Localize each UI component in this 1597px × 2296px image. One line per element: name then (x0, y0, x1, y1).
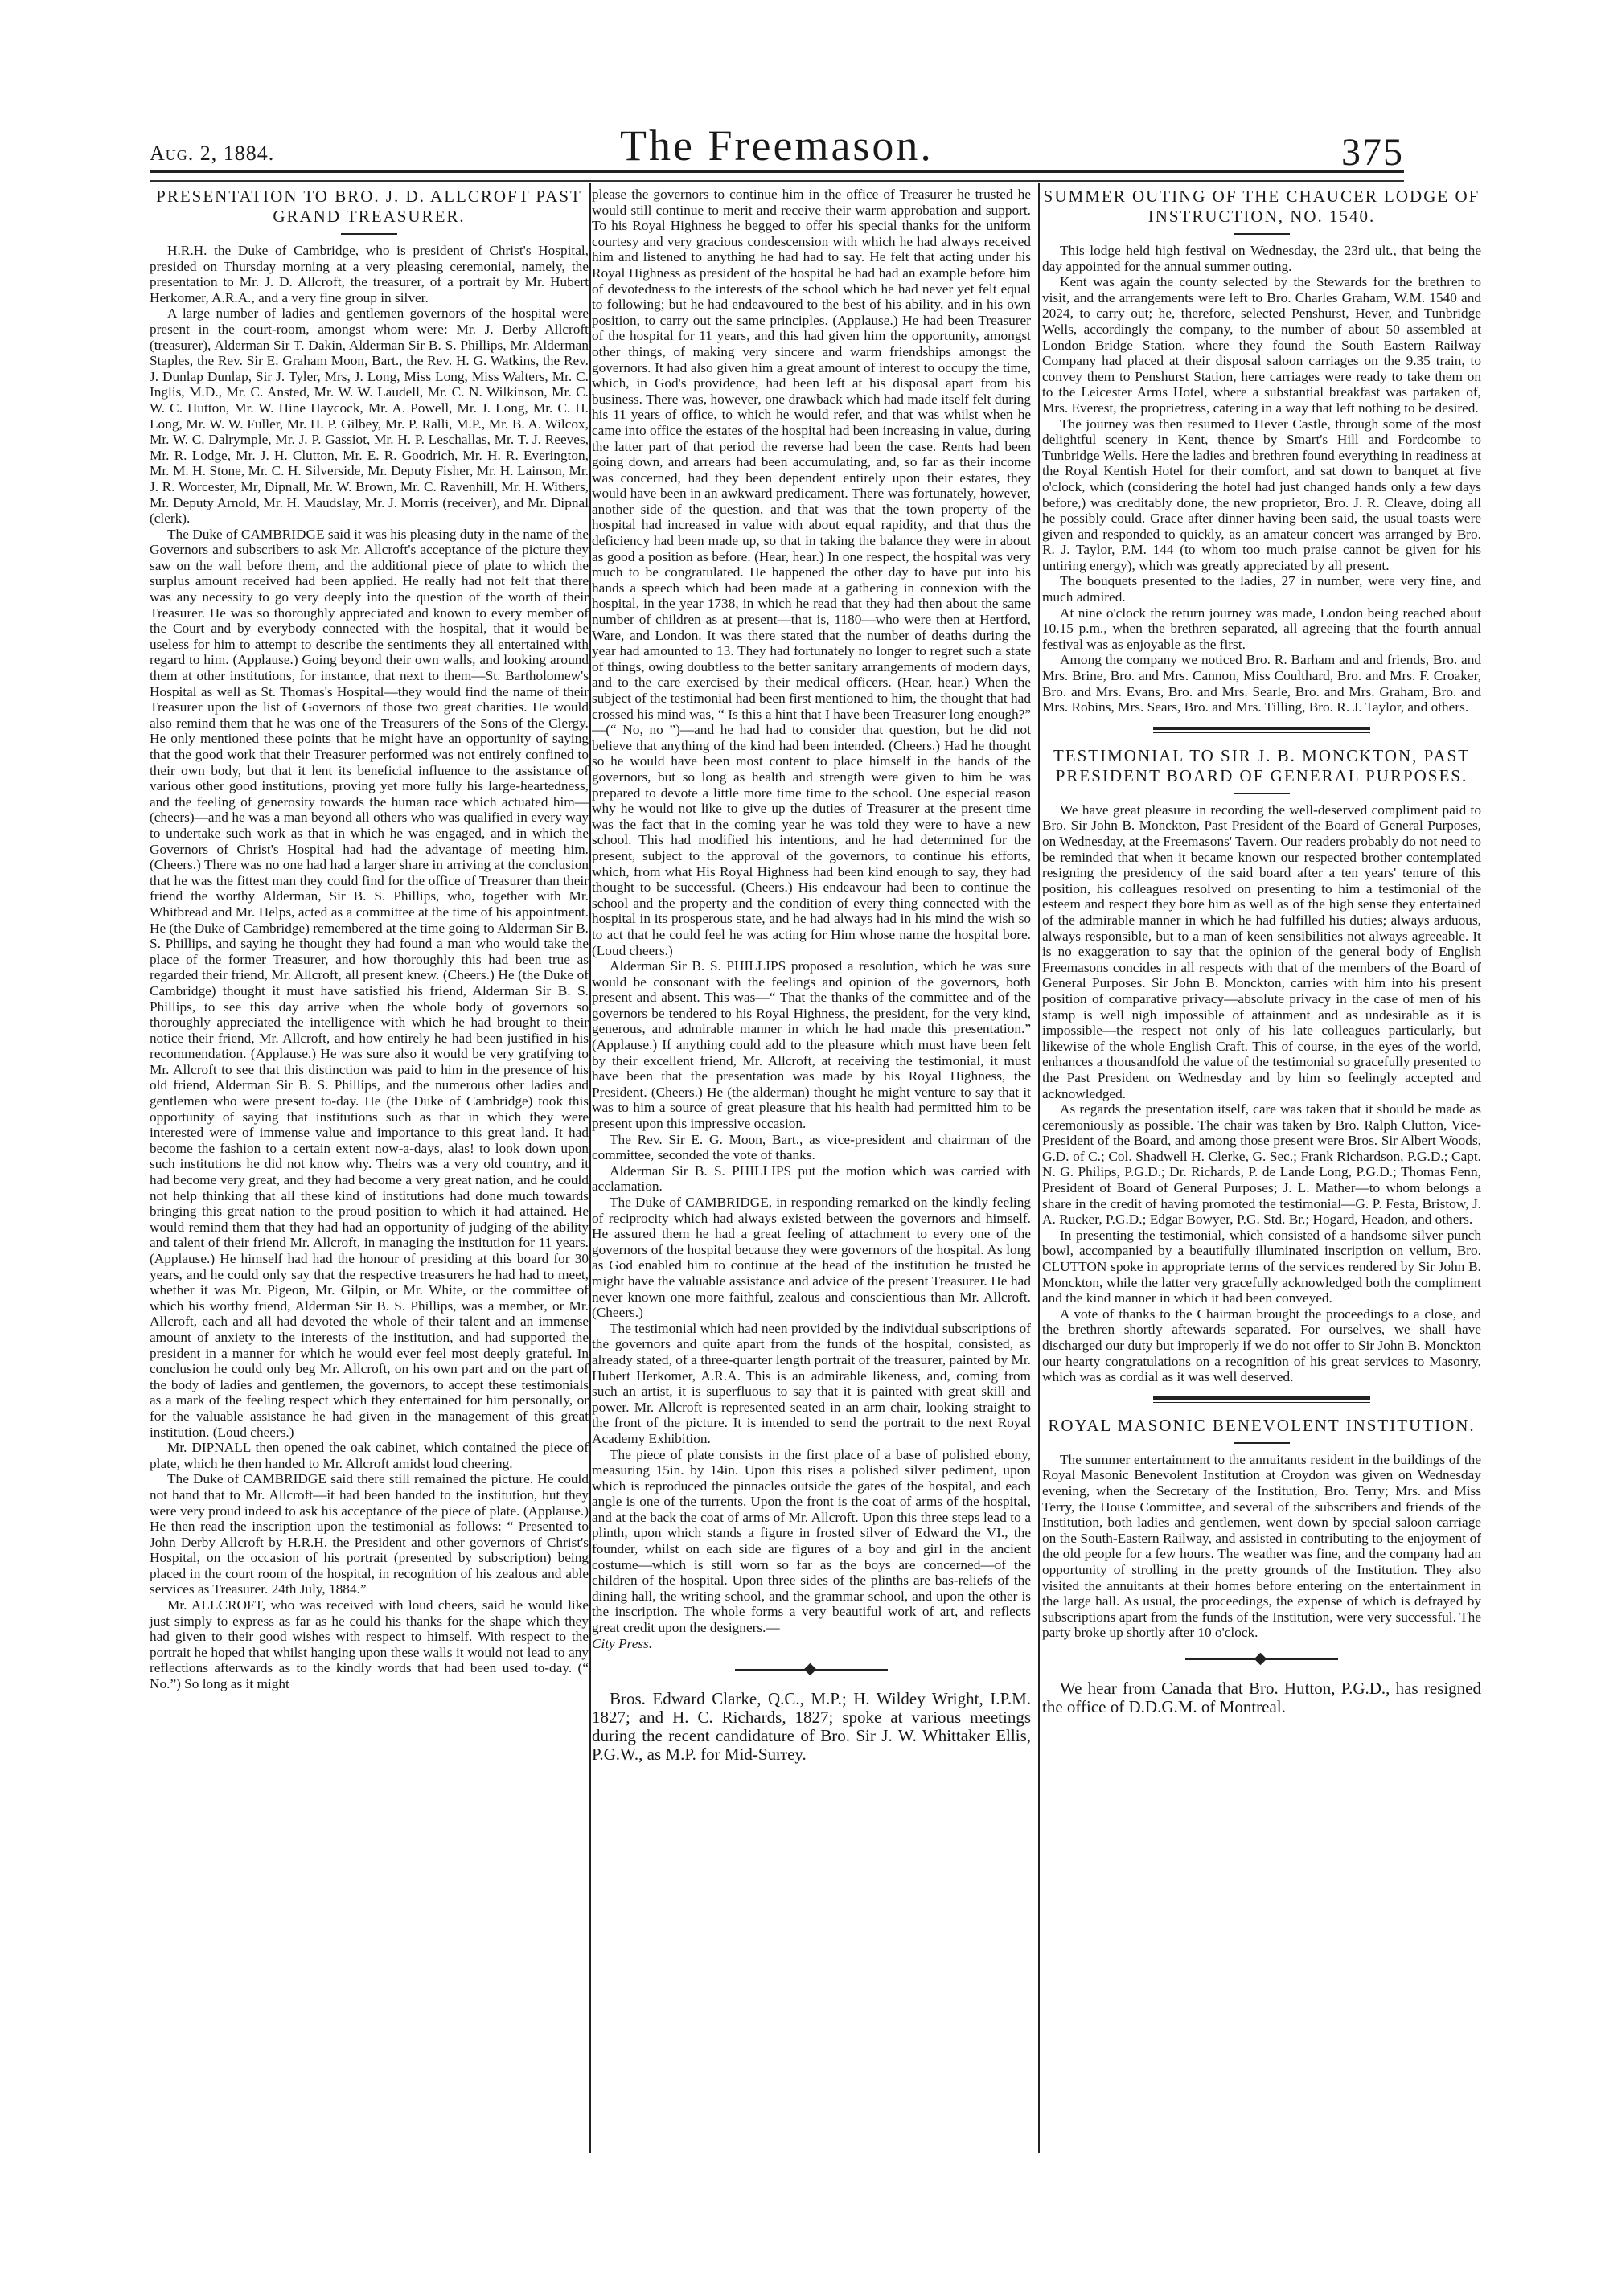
column-2 (592, 187, 1031, 2245)
paragraph: We have great pleasure in recording the well-deserved compliment paid to Bro. Sir John B. Monckton, Past President of the Board of General Purposes, on Wednesday, at the Freemasons' Tavern. Our readers probably do not need to be reminded that when it became known our respected brother contemplated resigning the presidency of the said board after a ten years' tenure of this position, his colleagues resolved on presenting to him a testimonial of the esteem and respect they bore him as well as of the high sense they entertained of the admirable manner in which he had fulfilled his duties; always arduous, always responsible, but to a man of keen sensibilities not always agreeable. It is no exaggeration to say that the opinion of the general body of English Freemasons concides in all respects with that of the members of the Board of General Purposes. Sir John B. Monckton, carries with him into his present position of comparative privacy—absolute privacy in the case of men of his stamp is well nigh impossible of attainment and as undesirable as it is impossible—the respect not only of his late colleagues particularly, but likewise of the whole English Craft. This of course, in the eyes of the world, enhances a thousandfold the value of the testimonial so gracefully presented to the Past President on Wednesday and by him so feelingly accepted and acknowledged. (1042, 802, 1481, 1101)
article-heading: TESTIMONIAL TO SIR J. B. MONCKTON, PAST PRESIDENT BOARD OF GENERAL PURPOSES. (1053, 745, 1471, 785)
heading-rule (1234, 1442, 1290, 1444)
column-divider (1038, 183, 1040, 2153)
column-divider (589, 183, 591, 2153)
article-rmbi (1042, 1416, 1481, 1641)
double-rule-separator (1153, 1396, 1370, 1403)
heading-rule (1234, 233, 1290, 235)
article-heading: PRESENTATION TO BRO. J. D. ALLCROFT PAST GRAND TREASURER. (156, 187, 582, 226)
paragraph: The Duke of CAMBRIDGE said there still remained the picture. He could not hand that to Mr. Allcroft—it had been handed to the institution, but they were very proud indeed to ask his acceptance of the piece of plate. (Applause.) He then read the inscription upon the testimonial as follows: “ Presented to John Derby Allcroft by H.R.H. the President and other governors of Christ's Hospital, on the occasion of his portrait (presented by subscription) being placed in the court room of the hospital, in recognition of his zealous and able services as Treasurer. 24th July, 1884.” (150, 1471, 589, 1597)
clarke-note: Bros. Edward Clarke, Q.C., M.P.; H. Wildey Wright, I.P.M. 1827; and H. C. Richards, 1827; spoke at various meetings during the recent candidature of Bro. Sir J. W. Whittaker Ellis, P.G.W., as M.P. for Mid-Surrey. (592, 1689, 1031, 1765)
paragraph: Mr. ALLCROFT, who was received with loud cheers, said he would like just simply to express as far as he could his thanks for the shape which they had given to their good wishes with respect to himself. With respect to the portrait he hoped that whilst hanging upon these walls it would not lead to any reflections afterwards as to the kindly words that had been used to-day. (“ No.”) So long as it might (150, 1597, 589, 1692)
article-monckton (1042, 746, 1481, 1385)
diamond-separator (1185, 1654, 1338, 1665)
paragraph: Mr. DIPNALL then opened the oak cabinet, which contained the piece of plate, which he then handed to Mr. Allcroft amidst loud cheering. (150, 1440, 589, 1471)
paragraph: The Rev. Sir E. G. Moon, Bart., as vice-president and chairman of the committee, seconded the vote of thanks. (592, 1131, 1031, 1163)
double-rule-separator (1153, 727, 1370, 733)
paragraph: A vote of thanks to the Chairman brought the proceedings to a close, and the brethren shortly aftewards separated. For ourselves, we shall have discharged our duty but improperly if we do not offer to Sir John B. Monckton our hearty congratulations on a recognition of his great services to Masonry, which was as cordial as it was well deserved. (1042, 1306, 1481, 1385)
heading-rule (341, 233, 397, 235)
newspaper-title: The Freemason. (620, 121, 934, 170)
paragraph: At nine o'clock the return journey was made, London being reached about 10.15 p.m., when the brethren separated, all agreeing that the fourth annual festival was as enjoyable as the first. (1042, 605, 1481, 652)
article-heading: SUMMER OUTING OF THE CHAUCER LODGE OF INSTRUCTION, NO. 1540. (1043, 187, 1480, 226)
masthead-rule (150, 170, 1404, 182)
masthead (150, 121, 1404, 174)
paragraph: The bouquets presented to the ladies, 27 in number, were very fine, and much admired. (1042, 573, 1481, 605)
paragraph: The Duke of CAMBRIDGE said it was his pleasing duty in the name of the Governors and subscribers to ask Mr. Allcroft's acceptance of the picture they saw on the wall before them, and the additional piece of plate to which the surplus amount received had been applied. He really had not felt that there was any necessity to go very deeply into the question of the worth of their Treasurer. He was so thoroughly appreciated and known to every member of the Court and by everybody connected with the hospital, that it would be useless for him to attempt to describe the sentiments they all entertained with regard to him. (Applause.) Going beyond their own walls, and looking around them at other institutions, for instance, that next to them—St. Bartholomew's Hospital as well as St. Thomas's Hospital—they would find the name of their Treasurer upon the list of Governors of those two great charities. He would also remind them that he was one of the Treasurers of the Sons of the Clergy. He only mentioned these points that he might have an opportunity of saying that the good work that their Treasurer performed was not entirely confined to their own body, but that it lent its beneficial influence to the assistance of various other good institutions, proving yet more fully his large-heartedness, and the feeling of generosity towards the human race which actuated him—(cheers)—and he was a man beyond all others who was qualified in every way to undertake such work as that in which he was engaged, and in which the Governors of Christ's Hospital had had the advantage of meeting him. (Cheers.) There was no one had had a larger share in arriving at the conclusion that he was the fittest man they could find for the office of Treasurer than their friend the worthy Alderman, Sir B. S. Phillips, who, together with Mr. Whitbread and Mr. Helps, acted as a committee at the time of his appointment. He (the Duke of Cambridge) remembered at the time going to Alderman Sir B. S. Phillips, and saying he thought they had found a man who would take the place of the former Treasurer, and how thoroughly this had been true as regarded their friend, Mr. Allcroft, all present knew. (Cheers.) He (the Duke of Cambridge) thought it must have satisfied his friend, Alderman Sir B. S. Phillips, to see this day arrive when the whole body of governors so thoroughly appreciated the intelligence with which he had brought to their notice their friend, Mr. Allcroft, and how entirely he had been justified in his recommendation. (Applause.) He was sure also it would be very gratifying to Mr. Allcroft to see that this distinction was paid to him in the presence of his old friend, Alderman Sir B. S. Phillips, and the numerous other ladies and gentlemen who were present to-day. He (the Duke of Cambridge) took this opportunity of saying that institutions such as that in which they were interested were of immense value and importance to this great land. It had become the fashion to a certain extent now-a-days, alas! to look down upon such institutions he did not know why. Theirs was a very old country, and it had become very great, and they had become a very great nation, and he could not help thinking that all these kind of institutions had done much towards bringing this great nation to the proud position to which it had attained. He would remind them that they had had an opportunity of judging of the ability and talent of their friend Mr. Allcroft, in managing the institution for 11 years. (Applause.) He himself had had the honour of presiding at this board for 30 years, and he could only say that the respective treasurers he had had to meet, whether it was Mr. Pigeon, Mr. Gilpin, or Mr. White, or the committee of which his worthy friend, Alderman Sir B. S. Phillips, was a member, or Mr. Allcroft, each and all had devoted the whole of their talent and an immense amount of anxiety to the interests of the institution, and had supported the president in a manner for which he would ever feel most deeply grateful. In conclusion he could only beg Mr. Allcroft, on his own part and on the part of the body of ladies and gentlemen, the governors, to accept these testimonials as a mark of the feeling respect which they entertained for him personally, or for the valuable assistance he had given in the management of this great institution. (Loud cheers.) (150, 526, 589, 1440)
paragraph: Alderman Sir B. S. PHILLIPS proposed a resolution, which he was sure would be consonant with the feelings and opinion of the governors, both present and absent. This was—“ That the thanks of the committee and of the governors be tendered to his Royal Highness, the president, for the very kind, generous, and admirable manner in which he had made this presentation.” (Applause.) If anything could add to the pleasure which must have been felt by their excellent friend, Mr. Allcroft, at receiving the testimonial, it must have been that the presentation was made by his Royal Highness, the President. (Cheers.) He (the alderman) thought he might venture to say that it was to him a source of great pleasure that his health had permitted him to be present upon this impressive occasion. (592, 958, 1031, 1132)
paragraph: Alderman Sir B. S. PHILLIPS put the motion which was carried with acclamation. (592, 1162, 1031, 1195)
column-1 (150, 187, 589, 2245)
article-heading: ROYAL MASONIC BENEVOLENT INSTITUTION. (1048, 1415, 1476, 1435)
paragraph: Among the company we noticed Bro. R. Barham and and friends, Bro. and Mrs. Brine, Bro. and Mrs. Cannon, Miss Coulthard, Bro. and Mrs. F. Croaker, Bro. and Mrs. Evans, Bro. and Mrs. Searle, Bro. and Mrs. Graham, Bro. and Mrs. Robins, Mrs. Sears, Bro. and Mrs. Tilling, Bro. R. J. Taylor, and others. (1042, 652, 1481, 715)
column-3 (1042, 187, 1481, 2245)
page-number: 375 (1341, 131, 1404, 174)
paragraph: The piece of plate consists in the first place of a base of polished ebony, measuring 15in. by 14in. Upon this rises a polished silver pediment, upon which is reproduced the pinnacles outside the gates of the hospital, and each angle is one of the turrents. Upon the front is the coat of arms of the hospital, and at the back the coat of arms of Mr. Allcroft. Upon this three steps lead to a plinth, upon which stands a figure in frosted silver of Edward the VI., the founder, whilst on each side are figures of a boy and girl in the ancient costume—which is still worn so far as the boys are concerned—of the children of the hospital. Upon three sides of the plinths are bas-reliefs of the dining hall, the writing school, and the grammar school, and upon the other is the inscription. The whole forms a very beautiful work of art, and reflects great credit upon the designers.— (592, 1446, 1031, 1636)
paragraph: As regards the presentation itself, care was taken that it should be made as ceremoniously as possible. The chair was taken by Bro. Ralph Clutton, Vice-President of the Board, and among those present were Bros. Sir Albert Woods, G.D. of C.; Col. Shadwell H. Clerke, G. Sec.; Frank Richardson, P.G.D.; Capt. N. G. Philips, P.G.D.; Dr. Richards, P. de Lande Long, P.G.D.; Thomas Fenn, President of Board of General Purposes; J. L. Mather—to whom belongs a share in the credit of having promoted the testimonial—G. P. Festa, Bristow, J. A. Rucker, P.G.D.; Edgar Bowyer, P.G. Std. Br.; Hogard, Headon, and others. (1042, 1101, 1481, 1228)
paragraph: Kent was again the county selected by the Stewards for the brethren to visit, and the arrangements were left to Bro. Charles Graham, W.M. 1540 and 2024, to carry out; he, therefore, selected Penshurst, Hever, and Tunbridge Wells, accordingly the company, to the number of about 50 assembled at London Bridge Station, where they found the South Eastern Railway Company had placed at their disposal saloon carriages on the 9.35 train, to convey them to Penshurst Station, here carriages were ready to take them on to the Leicester Arms Hotel, where a substantial breakfast was partaken of, Mrs. Everest, the proprietress, catering in a way that left nothing to be desired. (1042, 274, 1481, 416)
paragraph: The testimonial which had neen provided by the individual subscriptions of the governors and quite apart from the funds of the hospital, consisted, as already stated, of a three-quarter length portrait of the treasurer, painted by Mr. Hubert Herkomer, A.R.A. This is an admirable likeness, and, coming from such an artist, it is superfluous to say that it is painted with great skill and power. Mr. Allcroft is represented seated in an arm chair, looking straight to the front of the picture. It is intended to send the portrait to the next Royal Academy Exhibition. (592, 1320, 1031, 1446)
paragraph: please the governors to continue him in the office of Treasurer he trusted he would still continue to merit and receive their warm approbation and support. To his Royal Highness he begged to offer his special thanks for the uniform courtesy and very gracious condescension with which he had always received him and listened to anything he had had to say. He felt that acting under his Royal Highness as president of the hospital he had had an example before him of devotedness to the interests of the school which he had never yet felt equal to following; but he had endeavoured to the best of his ability, and in his own position, to carry out the same principles. (Applause.) He had been Treasurer of the hospital for 11 years, and this had given him the opportunity, amongst other things, of making very sincere and warm friendships amongst the governors. It had also given him a great amount of interest to occupy the time, which, in God's providence, had been left at his disposal apart from his business. There was, however, one drawback which had made itself felt during his 11 years of office, to which he would refer, and that was whilst when he came into office the estates of the hospital had been increasing in value, during the latter part of that period the reverse had been the case. Rents had been going down, and arrears had been accumulating, and, so far as their income was concerned, had they been dependent entirely upon their estates, they would have been in an awkward predicament. There was fortunately, however, another side of the question, and that was that the town property of the hospital had increased in value with about equal rapidity, and that thus the deficiency had been made up, so that in taking the balance they were in about as good a position as before. (Hear, hear.) In one respect, the hospital was very much to be congratulated. He happened the other day to have put into his hands a speech which had been made at a gathering in connexion with the hospital, in the year 1738, in which he read that they had then about the same number of children as at present—that is, 1180—who were then at Hertford, Ware, and London. It was there stated that the number of deaths during the year had amounted to 13. They had fortunately no longer to regret such a state of things, owing doubtless to the better sanitary arrangements of modern days, and to the care exercised by their medical officers. (Hear, hear.) When the subject of the testimonial had been first mentioned to him, the thought that had crossed his mind was, “ Is this a hint that I have been Treasurer long enough?” —(“ No, no ”)—and he had had to consider that question, but he did not believe that anything of the kind had been intended. (Cheers.) Had he thought so he would have been most content to place himself in the hands of the governors, but so long as health and strength were given to him he was prepared to devote a little more time time to the school. One especial reason why he would not like to give up the duties of Treasurer at the present time was the fact that in the coming year he was told they were to have a new school. This had modified his intentions, and he had determined for the present, subject to the approval of the governors, to continue his efforts, which, from what His Royal Highness had been kind enough to say, they had thought to be successful. (Cheers.) His endeavour had been to continue the school and the property and the condition of every thing connected with the hospital in its prosperous state, and he had always had in his mind the wish so to act that he could feel he was acting for Him whose name the hospital bore. (Loud cheers.) (592, 187, 1031, 958)
paragraph: The journey was then resumed to Hever Castle, through some of the most delightful scenery in Kent, thence by Smart's Hill and Fordcombe to Tunbridge Wells. Here the ladies and brethren found everything in readiness at the Royal Kentish Hotel for their comfort, and sat down to banquet at five o'clock, which (considering the hotel had just changed hands only a few days before,) was creditably done, the new proprietor, Bro. J. R. Cleave, doing all he possibly could. Grace after dinner having been said, the usual toasts were given and responded to quickly, as an amateur concert was arranged by Bro. R. J. Taylor, P.M. 144 (to whom too much praise cannot be given for his untiring energy), which was greatly appreciated by all present. (1042, 416, 1481, 573)
paragraph: In presenting the testimonial, which consisted of a handsome silver punch bowl, accompanied by a beautifully illuminated inscription on vellum, Bro. CLUTTON spoke in appropriate terms of the services rendered by Sir John B. Monckton, while the latter very gracefully acknowledged both the compliment and the kind manner in which it had been conveyed. (1042, 1227, 1481, 1306)
issue-date: Aug. 2, 1884. (150, 141, 275, 165)
paragraph: This lodge held high festival on Wednesday, the 23rd ult., that being the day appointed for the annual summer outing. (1042, 243, 1481, 274)
article-chaucer (1042, 187, 1481, 715)
paragraph: A large number of ladies and gentlemen governors of the hospital were present in the court-room, amongst whom were: Mr. J. Derby Allcroft (treasurer), Alderman Sir T. Dakin, Alderman Sir B. S. Phillips, Mr. Alderman Staples, the Rev. Sir E. Graham Moon, Bart., the Rev. H. G. Watkins, the Rev. J. Dunlap Dunlap, Sir J. Tyler, Mrs, J. Long, Miss Long, Miss Walters, Mr. C. Inglis, M.D., Mr. C. Ansted, Mr. W. W. Laudell, Mr. C. N. Wilkinson, Mr. C. W. C. Hutton, Mr. W. Hine Haycock, Mr. A. Powell, Mr. J. Long, Mr. C. H. Long, Mr. W. W. Fuller, Mr. H. P. Gilbey, Mr. P. Ralli, M.P., Mr. B. A. Wilcox, Mr. W. C. Dalrymple, Mr. J. P. Gassiot, Mr. H. P. Leschallas, Mr. T. J. Reeves, Mr. R. Lodge, Mr. J. H. Clutton, Mr. E. R. Goodrich, Mr. H. R. Everington, Mr. M. H. Stone, Mr. C. H. Silverside, Mr. Deputy Fisher, Mr. H. Lainson, Mr. J. R. Worcester, Mr, Dipnall, Mr. W. Brown, Mr. C. Ravenhill, Mr. H. Withers, Mr. Deputy Arnold, Mr. H. Maudslay, Mr. J. Morris (receiver), and Mr. Dipnal (clerk). (150, 305, 589, 527)
paragraph: H.R.H. the Duke of Cambridge, who is president of Christ's Hospital, presided on Thursday morning at a very pleasing ceremonial, namely, the presentation to Mr. J. D. Allcroft, the treasurer, of a portrait by Mr. Hubert Herkomer, A.R.A., and a very fine group in silver. (150, 243, 589, 305)
paragraph: The summer entertainment to the annuitants resident in the buildings of the Royal Masonic Benevolent Institution at Croydon was given on Wednesday evening, when the Secretary of the Institution, Bro. Terry; Mrs. and Miss Terry, the House Committee, and several of the subscribers and friends of the Institution, both ladies and gentlemen, went down by special saloon carriage on the South-Eastern Railway, and assisted in contributing to the enjoyment of the old people for a few hours. The weather was fine, and the company had an opportunity of strolling in the pretty grounds of the Institution. They also visited the annuitants at their homes before entering on the entertainment in the large hall. As usual, the proceedings, the expense of which is defrayed by subscriptions apart from the funds of the Institution, were very successful. The party broke up shortly after 10 o'clock. (1042, 1451, 1481, 1641)
article-allcroft-continued (592, 187, 1031, 1651)
paragraph: The Duke of CAMBRIDGE, in responding remarked on the kindly feeling of reciprocity which had always existed between the governors and himself. He assured them he had a great feeling of attachment to every one of the governors of the hospital because they were governors of the hospital. As long as God enabled him to continue at the head of the institution he trusted he might have the valuable assistance and advice of the present Treasurer. He had never known one more faithful, zealous and conscientious than Mr. Allcroft. (Cheers.) (592, 1195, 1031, 1321)
source-credit: City Press. (592, 1635, 653, 1651)
article-allcroft (150, 187, 589, 1692)
diamond-separator (735, 1664, 888, 1675)
heading-rule (1234, 793, 1290, 794)
canada-note: We hear from Canada that Bro. Hutton, P.G.D., has resigned the office of D.D.G.M. of Montreal. (1042, 1678, 1481, 1716)
